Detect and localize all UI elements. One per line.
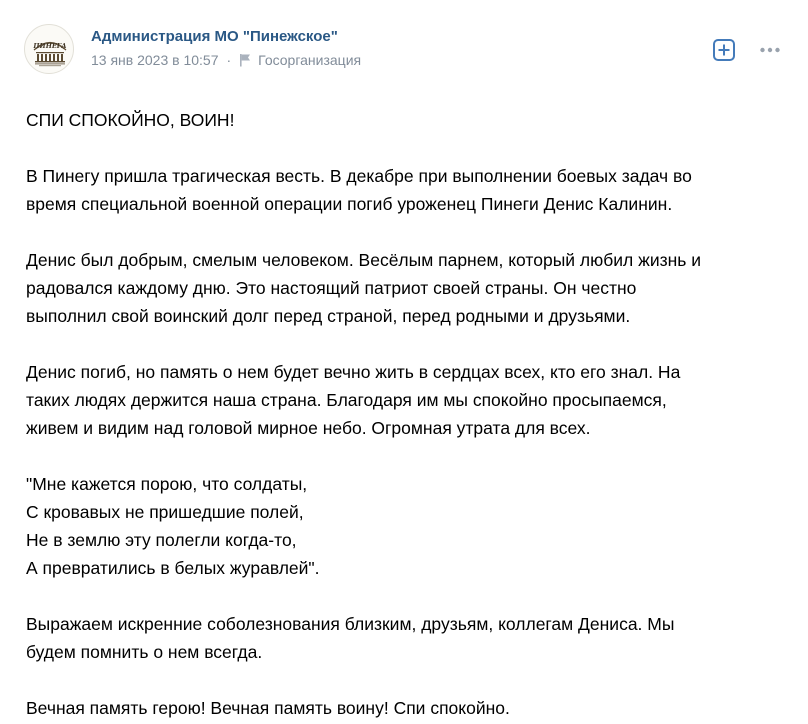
paragraph-gap xyxy=(26,134,786,162)
author-name[interactable]: Администрация МО "Пинежское" xyxy=(91,28,338,45)
text-line: радовался каждому дню. Это настоящий патриот своей страны. Он честно xyxy=(26,278,637,298)
text-line: "Мне кажется порою, что солдаты, xyxy=(26,474,308,494)
text-line: С кровавых не пришедшие полей, xyxy=(26,502,304,522)
paragraph-gap xyxy=(26,442,786,470)
text-line: время специальной военной операции погиб уроженец Пинеги Денис Калинин. xyxy=(26,194,673,214)
post-text xyxy=(26,106,786,722)
text-line: Вечная память герою! Вечная память воину! Спи спокойно. xyxy=(26,698,510,718)
avatar[interactable] xyxy=(24,24,74,74)
plus-square-icon xyxy=(712,38,736,62)
text-line: Денис погиб, но память о нем будет вечно жить в сердцах всех, кто его знал. На xyxy=(26,362,681,382)
add-to-bookmarks-button[interactable] xyxy=(712,38,736,62)
text-line: В Пинегу пришла трагическая весть. В декабре при выполнении боевых задач во xyxy=(26,166,692,186)
post-date[interactable]: 13 янв 2023 в 10:57 xyxy=(91,52,219,68)
text-line: выполнил свой воинский долг перед страной, перед родными и друзьями. xyxy=(26,306,631,326)
text-line: Выражаем искренние соболезнования близким, друзьям, коллегам Дениса. Мы xyxy=(26,614,675,634)
paragraph-gap xyxy=(26,330,786,358)
post-header xyxy=(24,24,784,76)
text-line: будем помнить о нем всегда. xyxy=(26,642,263,662)
text-line: таких людях держится наша страна. Благодаря им мы спокойно просыпаемся, xyxy=(26,390,667,410)
post-heading: СПИ СПОКОЙНО, ВОИН! xyxy=(26,110,235,130)
post-meta xyxy=(91,52,361,68)
paragraph-gap xyxy=(26,666,786,694)
text-line: Денис был добрым, смелым человеком. Весёлым парнем, который любил жизнь и xyxy=(26,250,702,270)
post-category: Госорганизация xyxy=(258,52,362,68)
text-line: Не в землю эту полегли когда-то, xyxy=(26,530,297,550)
text-line: живем и видим над головой мирное небо. Огромная утрата для всех. xyxy=(26,418,591,438)
paragraph-gap xyxy=(26,582,786,610)
more-options-button[interactable] xyxy=(758,38,782,62)
flag-icon xyxy=(239,53,251,67)
paragraph-gap xyxy=(26,218,786,246)
pinega-emblem-icon xyxy=(25,25,74,74)
meta-separator: · xyxy=(226,52,232,68)
more-dots-icon xyxy=(758,38,782,62)
avatar-text: ПИНЕГА xyxy=(33,42,67,50)
text-line: А превратились в белых журавлей". xyxy=(26,558,320,578)
